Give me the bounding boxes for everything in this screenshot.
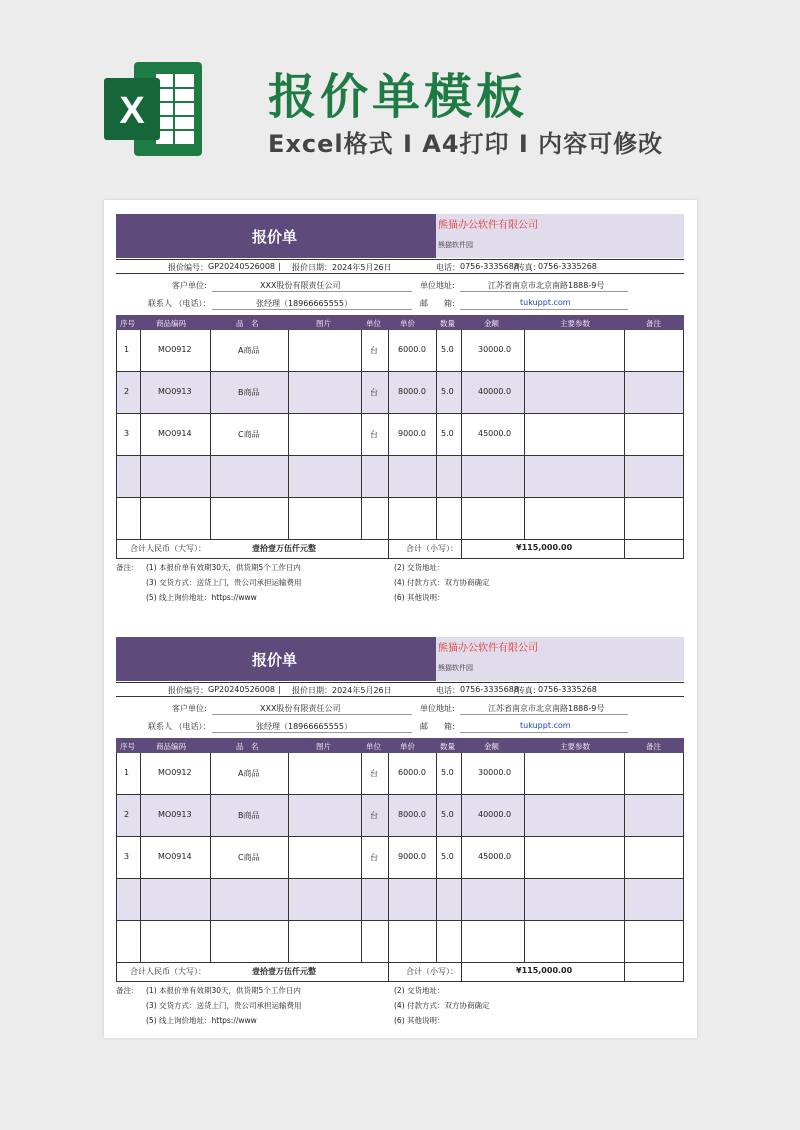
table-row-empty bbox=[116, 498, 684, 540]
cell-unit: 台 bbox=[370, 769, 378, 778]
cell-amount: 45000.0 bbox=[478, 852, 512, 861]
col-header: 数量 bbox=[440, 742, 455, 751]
grid-line bbox=[140, 330, 141, 539]
grid-line bbox=[210, 753, 211, 962]
grid-line bbox=[683, 753, 684, 981]
company-sub: 熊猫软件园 bbox=[438, 664, 473, 672]
form-title-bar bbox=[116, 637, 436, 681]
cell-price: 8000.0 bbox=[398, 810, 426, 819]
field-underline bbox=[212, 732, 412, 733]
customer-label: 客户单位: bbox=[172, 704, 207, 713]
grid-line bbox=[361, 330, 362, 539]
cell-code: MO0914 bbox=[158, 429, 192, 438]
col-header: 单价 bbox=[400, 319, 415, 328]
total-label: 合计（小写）： bbox=[406, 967, 458, 976]
col-header: 单位 bbox=[366, 319, 381, 328]
cell-qty: 5.0 bbox=[441, 810, 454, 819]
field-underline bbox=[212, 291, 412, 292]
note-item: (5) 线上询价地址：https://www bbox=[146, 1016, 257, 1025]
email-link[interactable]: tukuppt.com bbox=[520, 721, 571, 730]
note-item: (2) 交货地址： bbox=[394, 563, 445, 572]
cell-amount: 30000.0 bbox=[478, 768, 512, 777]
cell-unit: 台 bbox=[370, 853, 378, 862]
separator: | bbox=[278, 685, 281, 694]
col-header: 商品编码 bbox=[156, 742, 186, 751]
fax: 0756-3335268 bbox=[538, 262, 597, 271]
cell-name: A商品 bbox=[238, 769, 260, 778]
customer-value: XXX股份有限责任公司 bbox=[260, 704, 341, 713]
phone-label: 电话： bbox=[436, 263, 460, 272]
company-sub: 熊猫软件园 bbox=[438, 241, 473, 249]
grid-line bbox=[436, 330, 437, 539]
cell-unit: 台 bbox=[370, 346, 378, 355]
phone: 0756-3335688 bbox=[460, 685, 519, 694]
customer-label: 客户单位: bbox=[172, 281, 207, 290]
cell-no: 3 bbox=[124, 429, 130, 438]
col-header: 金额 bbox=[484, 319, 499, 328]
col-header: 主要参数 bbox=[560, 319, 590, 328]
note-item: (3) 交货方式：送货上门，贵公司承担运输费用 bbox=[146, 578, 302, 587]
col-header: 商品编码 bbox=[156, 319, 186, 328]
cell-code: MO0912 bbox=[158, 768, 192, 777]
table-row bbox=[116, 330, 684, 372]
contact-value: 张经理（18966665555） bbox=[256, 299, 352, 308]
col-header: 备注 bbox=[646, 742, 661, 751]
total-label: 合计（小写）： bbox=[406, 544, 458, 553]
page-title: 报价单模板 bbox=[268, 69, 529, 125]
address-label: 单位地址: bbox=[420, 281, 455, 290]
note-item: (4) 付款方式：双方协商确定 bbox=[394, 578, 490, 587]
hero-banner bbox=[0, 0, 800, 196]
total-cn-label: 合计人民币（大写）： bbox=[130, 544, 206, 553]
total-row bbox=[116, 962, 684, 981]
quote-no: GP20240526008 bbox=[208, 262, 276, 271]
grid-line bbox=[361, 753, 362, 962]
grid-line bbox=[461, 753, 462, 981]
cell-qty: 5.0 bbox=[441, 345, 454, 354]
quote-no-label: 报价编号： bbox=[168, 263, 208, 272]
excel-icon bbox=[104, 62, 202, 156]
col-header: 单价 bbox=[400, 742, 415, 751]
total-value: ¥115,000.00 bbox=[516, 543, 573, 552]
note-item: (5) 线上询价地址：https://www bbox=[146, 593, 257, 602]
cell-name: A商品 bbox=[238, 346, 260, 355]
email-label: 邮 箱: bbox=[420, 299, 455, 308]
phone-label: 电话： bbox=[436, 686, 460, 695]
company-block bbox=[436, 214, 684, 258]
cell-amount: 40000.0 bbox=[478, 810, 512, 819]
col-header: 数量 bbox=[440, 319, 455, 328]
quotation-form bbox=[116, 637, 684, 1041]
divider bbox=[116, 696, 684, 697]
cell-code: MO0913 bbox=[158, 387, 192, 396]
table-row bbox=[116, 414, 684, 456]
company-name: 熊猫办公软件有限公司 bbox=[438, 220, 538, 231]
form-title-bar bbox=[116, 214, 436, 258]
grid-line bbox=[524, 753, 525, 962]
company-name: 熊猫办公软件有限公司 bbox=[438, 643, 538, 654]
cell-unit: 台 bbox=[370, 811, 378, 820]
table-header bbox=[116, 738, 684, 753]
cell-no: 1 bbox=[124, 768, 130, 777]
col-header: 图片 bbox=[316, 742, 331, 751]
quote-no-label: 报价编号： bbox=[168, 686, 208, 695]
fax-label: /传真： bbox=[514, 263, 541, 272]
divider bbox=[116, 682, 684, 683]
divider bbox=[116, 259, 684, 260]
col-header: 单位 bbox=[366, 742, 381, 751]
cell-name: B商品 bbox=[238, 811, 260, 820]
quote-date: 2024年5月26日 bbox=[332, 686, 392, 695]
table-row bbox=[116, 753, 684, 795]
field-underline bbox=[460, 714, 628, 715]
total-value: ¥115,000.00 bbox=[516, 966, 573, 975]
grid-line bbox=[388, 753, 389, 981]
page-subtitle: Excel格式 I A4打印 I 内容可修改 bbox=[268, 130, 664, 158]
notes-label: 备注： bbox=[116, 986, 139, 995]
grid-line bbox=[288, 753, 289, 962]
cell-price: 9000.0 bbox=[398, 852, 426, 861]
address-label: 单位地址: bbox=[420, 704, 455, 713]
customer-value: XXX股份有限责任公司 bbox=[260, 281, 341, 290]
table-row bbox=[116, 837, 684, 879]
total-row bbox=[116, 539, 684, 558]
note-item: (1) 本报价单有效期30天，供货期5个工作日内 bbox=[146, 986, 301, 995]
field-underline bbox=[460, 309, 628, 310]
col-header: 图片 bbox=[316, 319, 331, 328]
table-row bbox=[116, 795, 684, 837]
field-underline bbox=[212, 714, 412, 715]
notes-label: 备注： bbox=[116, 563, 139, 572]
cell-price: 8000.0 bbox=[398, 387, 426, 396]
grid-line bbox=[683, 330, 684, 558]
quote-date-label: 报价日期： bbox=[292, 686, 332, 695]
contact-label: 联系人 （电话）： bbox=[148, 722, 211, 731]
grid-line bbox=[140, 753, 141, 962]
cell-unit: 台 bbox=[370, 430, 378, 439]
company-block bbox=[436, 637, 684, 681]
note-item: (6) 其他说明： bbox=[394, 1016, 445, 1025]
cell-no: 2 bbox=[124, 810, 130, 819]
quote-date: 2024年5月26日 bbox=[332, 263, 392, 272]
fax-label: /传真： bbox=[514, 686, 541, 695]
cell-qty: 5.0 bbox=[441, 768, 454, 777]
divider bbox=[116, 558, 684, 559]
grid-line bbox=[461, 330, 462, 558]
note-item: (2) 交货地址： bbox=[394, 986, 445, 995]
table-row bbox=[116, 372, 684, 414]
address-value: 江苏省南京市北京南路1888-9号 bbox=[488, 281, 605, 290]
note-item: (3) 交货方式：送货上门，贵公司承担运输费用 bbox=[146, 1001, 302, 1010]
cell-amount: 45000.0 bbox=[478, 429, 512, 438]
col-header: 主要参数 bbox=[560, 742, 590, 751]
table-row-empty bbox=[116, 879, 684, 921]
cell-code: MO0913 bbox=[158, 810, 192, 819]
email-label: 邮 箱: bbox=[420, 722, 455, 731]
cell-qty: 5.0 bbox=[441, 429, 454, 438]
cell-code: MO0914 bbox=[158, 852, 192, 861]
form-title: 报价单 bbox=[252, 651, 298, 669]
cell-amount: 30000.0 bbox=[478, 345, 512, 354]
cell-no: 2 bbox=[124, 387, 130, 396]
grid-line bbox=[288, 330, 289, 539]
email-link[interactable]: tukuppt.com bbox=[520, 298, 571, 307]
fax: 0756-3335268 bbox=[538, 685, 597, 694]
cell-no: 1 bbox=[124, 345, 130, 354]
col-header: 品 名 bbox=[236, 319, 259, 328]
grid-line bbox=[524, 330, 525, 539]
col-header: 金额 bbox=[484, 742, 499, 751]
field-underline bbox=[460, 732, 628, 733]
grid-line bbox=[624, 753, 625, 981]
quotation-sheet bbox=[104, 200, 697, 1038]
total-cn: 壹拾壹万伍仟元整 bbox=[252, 544, 316, 553]
quotation-form bbox=[116, 214, 684, 618]
cell-qty: 5.0 bbox=[441, 852, 454, 861]
col-header: 序号 bbox=[120, 742, 135, 751]
col-header: 备注 bbox=[646, 319, 661, 328]
cell-name: B商品 bbox=[238, 388, 260, 397]
note-item: (4) 付款方式：双方协商确定 bbox=[394, 1001, 490, 1010]
grid-line bbox=[436, 753, 437, 962]
form-title: 报价单 bbox=[252, 228, 298, 246]
grid-line bbox=[388, 330, 389, 558]
phone: 0756-3335688 bbox=[460, 262, 519, 271]
cell-name: C商品 bbox=[238, 430, 260, 439]
address-value: 江苏省南京市北京南路1888-9号 bbox=[488, 704, 605, 713]
cell-no: 3 bbox=[124, 852, 130, 861]
grid-line bbox=[624, 330, 625, 558]
cell-qty: 5.0 bbox=[441, 387, 454, 396]
cell-unit: 台 bbox=[370, 388, 378, 397]
total-cn: 壹拾壹万伍仟元整 bbox=[252, 967, 316, 976]
contact-label: 联系人 （电话）： bbox=[148, 299, 211, 308]
table-row-empty bbox=[116, 456, 684, 498]
col-header: 序号 bbox=[120, 319, 135, 328]
grid-line bbox=[116, 330, 117, 558]
cell-price: 6000.0 bbox=[398, 345, 426, 354]
contact-value: 张经理（18966665555） bbox=[256, 722, 352, 731]
grid-line bbox=[210, 330, 211, 539]
field-underline bbox=[460, 291, 628, 292]
divider bbox=[116, 273, 684, 274]
cell-amount: 40000.0 bbox=[478, 387, 512, 396]
cell-price: 9000.0 bbox=[398, 429, 426, 438]
separator: | bbox=[278, 262, 281, 271]
table-row-empty bbox=[116, 921, 684, 963]
cell-code: MO0912 bbox=[158, 345, 192, 354]
quote-no: GP20240526008 bbox=[208, 685, 276, 694]
grid-line bbox=[116, 753, 117, 981]
total-cn-label: 合计人民币（大写）： bbox=[130, 967, 206, 976]
cell-name: C商品 bbox=[238, 853, 260, 862]
note-item: (1) 本报价单有效期30天，供货期5个工作日内 bbox=[146, 563, 301, 572]
table-header bbox=[116, 315, 684, 330]
field-underline bbox=[212, 309, 412, 310]
col-header: 品 名 bbox=[236, 742, 259, 751]
note-item: (6) 其他说明： bbox=[394, 593, 445, 602]
svg-text:X: X bbox=[119, 90, 145, 132]
cell-price: 6000.0 bbox=[398, 768, 426, 777]
divider bbox=[116, 981, 684, 982]
quote-date-label: 报价日期： bbox=[292, 263, 332, 272]
